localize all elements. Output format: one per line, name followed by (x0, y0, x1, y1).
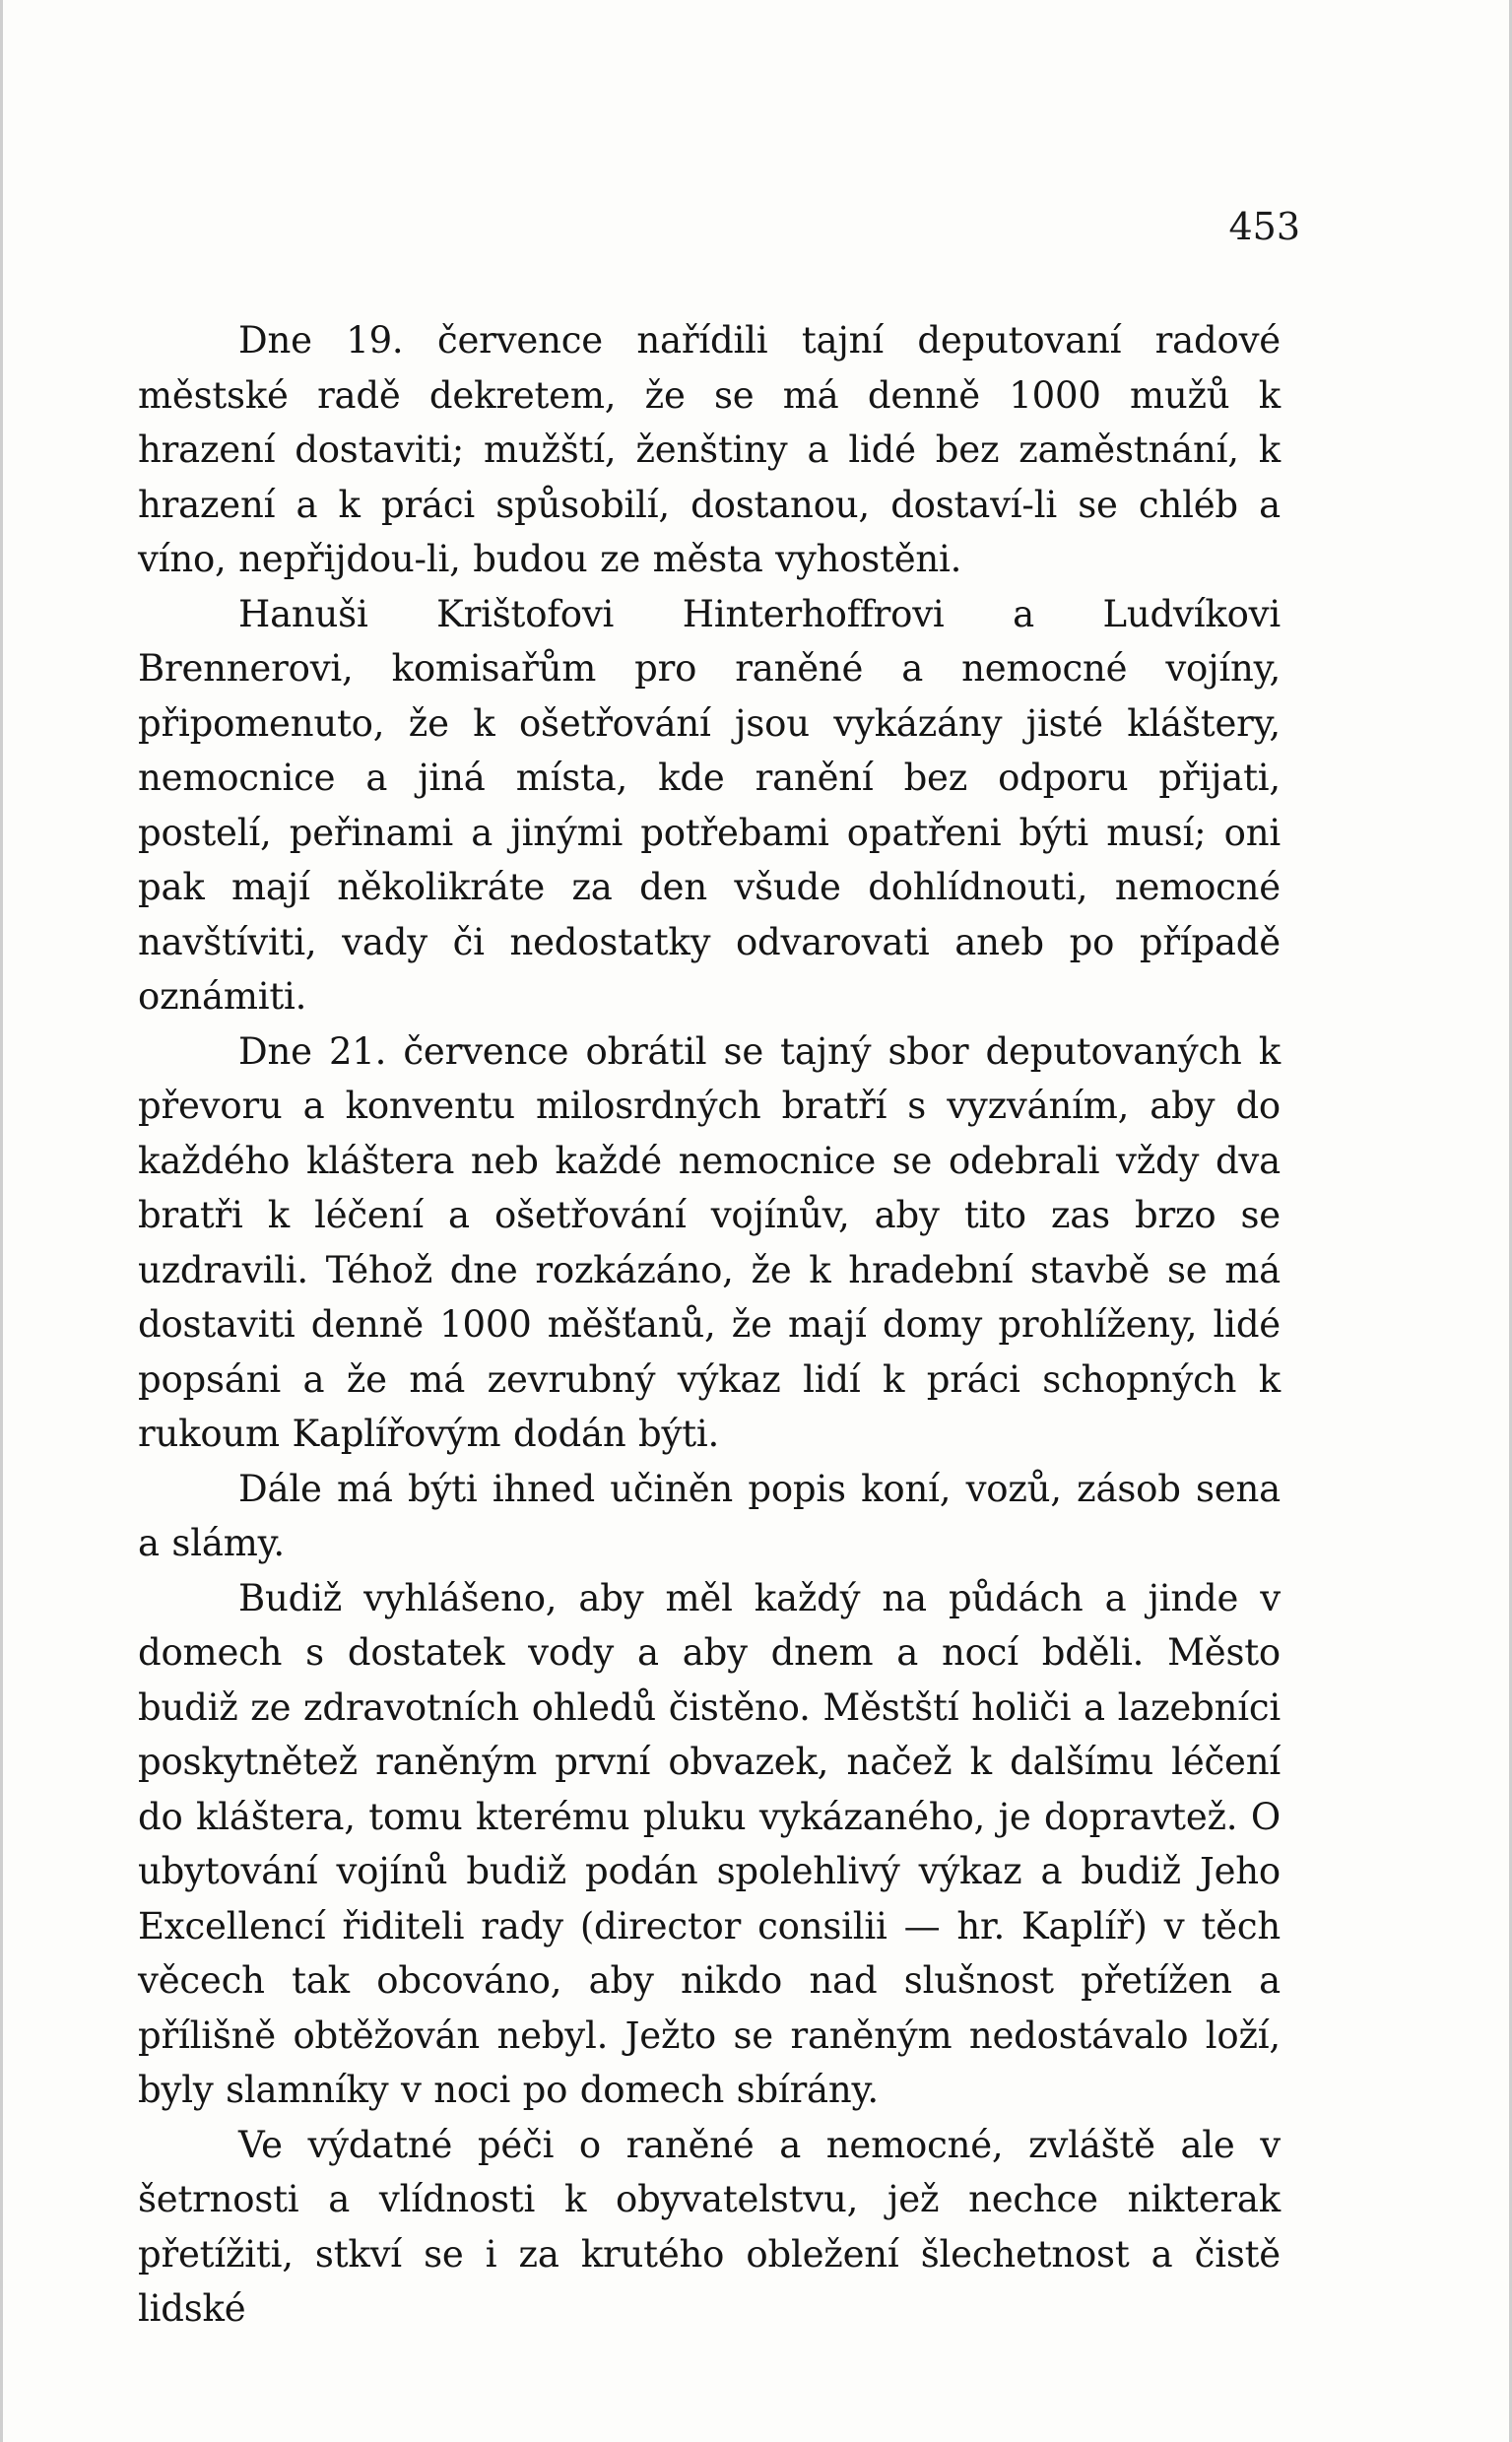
page-left-edge (0, 0, 3, 2442)
page-number: 453 (1228, 205, 1300, 248)
page-body-text (138, 313, 1281, 2337)
paragraph: Budiž vyhlášeno, aby měl každý na půdách a jinde v domech s dostatek vody a aby dnem a nocí bděli. Město budiž ze zdravotních ohledů čistěno. Městští holiči a lazebníci poskytnětež raněným první obvazek, načež k dalšímu léčení do kláštera, tomu kterému pluku vykázaného, je dopravtež. O ubytování vojínů budiž podán spolehlivý výkaz a budiž Jeho Excellencí řiditeli rady (director consilii — hr. Kaplíř) v těch věcech tak obcováno, aby nikdo nad slušnost přetížen a přílišně obtěžován nebyl. Ježto se raněným nedostávalo loží, byly slamníky v noci po domech sbírány. (138, 1576, 1281, 2111)
paragraph: Dále má býti ihned učiněn popis koní, vozů, zásob sena a slámy. (138, 1467, 1281, 1564)
paragraph: Dne 19. července nařídili tajní deputovaní radové městské radě dekretem, že se má denně 1000 mužů k hrazení dostaviti; mužští, ženštiny a lidé bez zaměstnání, k hrazení a k práci spůsobilí, dostanou, dostaví-li se chléb a víno, nepřijdou-li, budou ze města vyhostěni. (138, 319, 1281, 580)
paragraph: Ve výdatné péči o raněné a nemocné, zvláště ale v šetrnosti a vlídnosti k obyvatelstvu, jež nechce nikterak přetížiti, stkví se i za krutého obležení šlechetnost a čistě lidské (138, 2123, 1281, 2330)
paragraph: Dne 21. července obrátil se tajný sbor deputovaných k převoru a konventu milosrdných bratří s vyzváním, aby do každého kláštera neb každé nemocnice se odebrali vždy dva bratři k léčení a ošetřování vojínův, aby tito zas brzo se uzdravili. Téhož dne rozkázáno, že k hradební stavbě se má dostaviti denně 1000 měšťanů, že mají domy prohlíženy, lidé popsáni a že má zevrubný výkaz lidí k práci schopných k rukoum Kaplířovým dodán býti. (138, 1029, 1281, 1455)
paragraph: Hanuši Krištofovi Hinterhoffrovi a Ludvíkovi Brennerovi, komisařům pro raněné a nemocné vojíny, připomenuto, že k ošetřování jsou vykázány jisté kláštery, nemocnice a jiná místa, kde ranění bez odporu přijati, postelí, peřinami a jinými potřebami opatřeni býti musí; oni pak mají několikráte za den všude dohlídnouti, nemocné navštíviti, vady či nedostatky odvarovati aneb po případě oznámiti. (138, 592, 1281, 1018)
